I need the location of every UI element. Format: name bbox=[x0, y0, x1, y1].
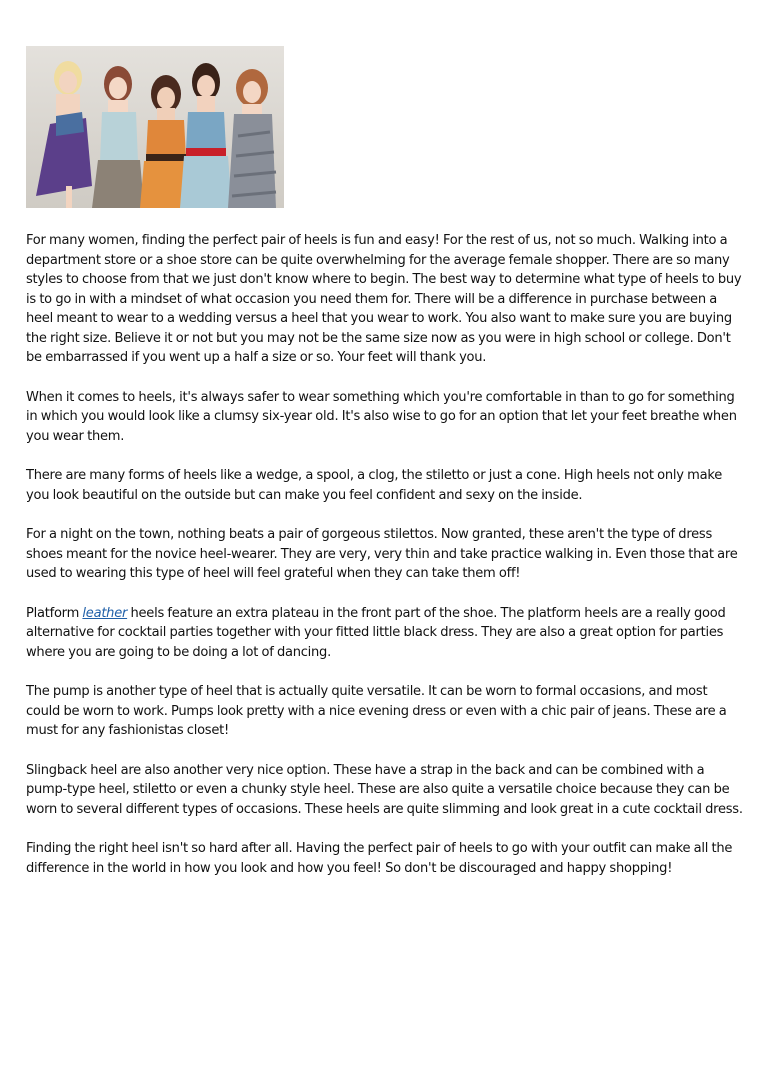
paragraph-stilettos: For a night on the town, nothing beats a pair of gorgeous stilettos. Now granted, these aren't the type of dress shoes meant for the novice heel-wearer. They are very, very thin and take practice walking in. Even those that are used to wearing this type of heel will feel grateful when they can take them off! bbox=[26, 527, 738, 581]
paragraph-comfort: When it comes to heels, it's always safer to wear something which you're comfortable in than to go for something in which you would look like a clumsy six-year old. It's also wise to go for an option that let your feet breathe when you wear them. bbox=[26, 389, 737, 444]
women-group-illustration bbox=[26, 46, 284, 208]
paragraph-forms: There are many forms of heels like a wedge, a spool, a clog, the stiletto or just a cone. High heels not only make you look beautiful on the outside but can make you feel confident and sexy on the inside. bbox=[26, 468, 722, 503]
platform-text-after: heels feature an extra plateau in the front part of the shoe. The platform heels are a really good alternative for cocktail parties together with your fitted little black dress. They are also a great option for parties where you are going to be doing a lot of dancing. bbox=[26, 605, 726, 660]
paragraph-slingback: Slingback heel are also another very nice option. These have a strap in the back and can be combined with a pump-type heel, stiletto or even a chunky style heel. These are also quite a versatile choice because they can be worn to several different types of occasions. These heels are quite slimming and look great in a cute cocktail dress. bbox=[26, 762, 743, 817]
paragraph-pump: The pump is another type of heel that is actually quite versatile. It can be worn to formal occasions, and most could be worn to work. Pumps look pretty with a nice evening dress or even with a chic pair of jeans. These are a must for any fashionistas closet! bbox=[26, 684, 727, 738]
platform-text-before: Platform bbox=[26, 605, 83, 621]
leather-link[interactable]: leather bbox=[82, 605, 128, 621]
paragraph-intro: For many women, finding the perfect pair of heels is fun and easy! For the rest of us, not so much. Walking into a department store or a shoe store can be quite overwhelming for the average female shopper. There are so many styles to choose from that we just don't know where to begin. The best way to determine what type of heels to buy is to go in with a mindset of what occasion you need them for. There will be a difference in purchase between a heel meant to wear to a wedding versus a heel that you wear to work. You also want to make sure you are buying the right size. Believe it or not but you may not be the same size now as you were in high school or college. Don't be embarrassed if you went up a half a size or so. Your feet will thank you. bbox=[26, 233, 742, 365]
paragraph-platform bbox=[26, 604, 744, 663]
article-photo bbox=[26, 46, 284, 208]
article-body bbox=[26, 231, 744, 898]
paragraph-conclusion: Finding the right heel isn't so hard after all. Having the perfect pair of heels to go with your outfit can make all the difference in the world in how you look and how you feel! So don't be discouraged and happy shopping! bbox=[26, 841, 733, 876]
